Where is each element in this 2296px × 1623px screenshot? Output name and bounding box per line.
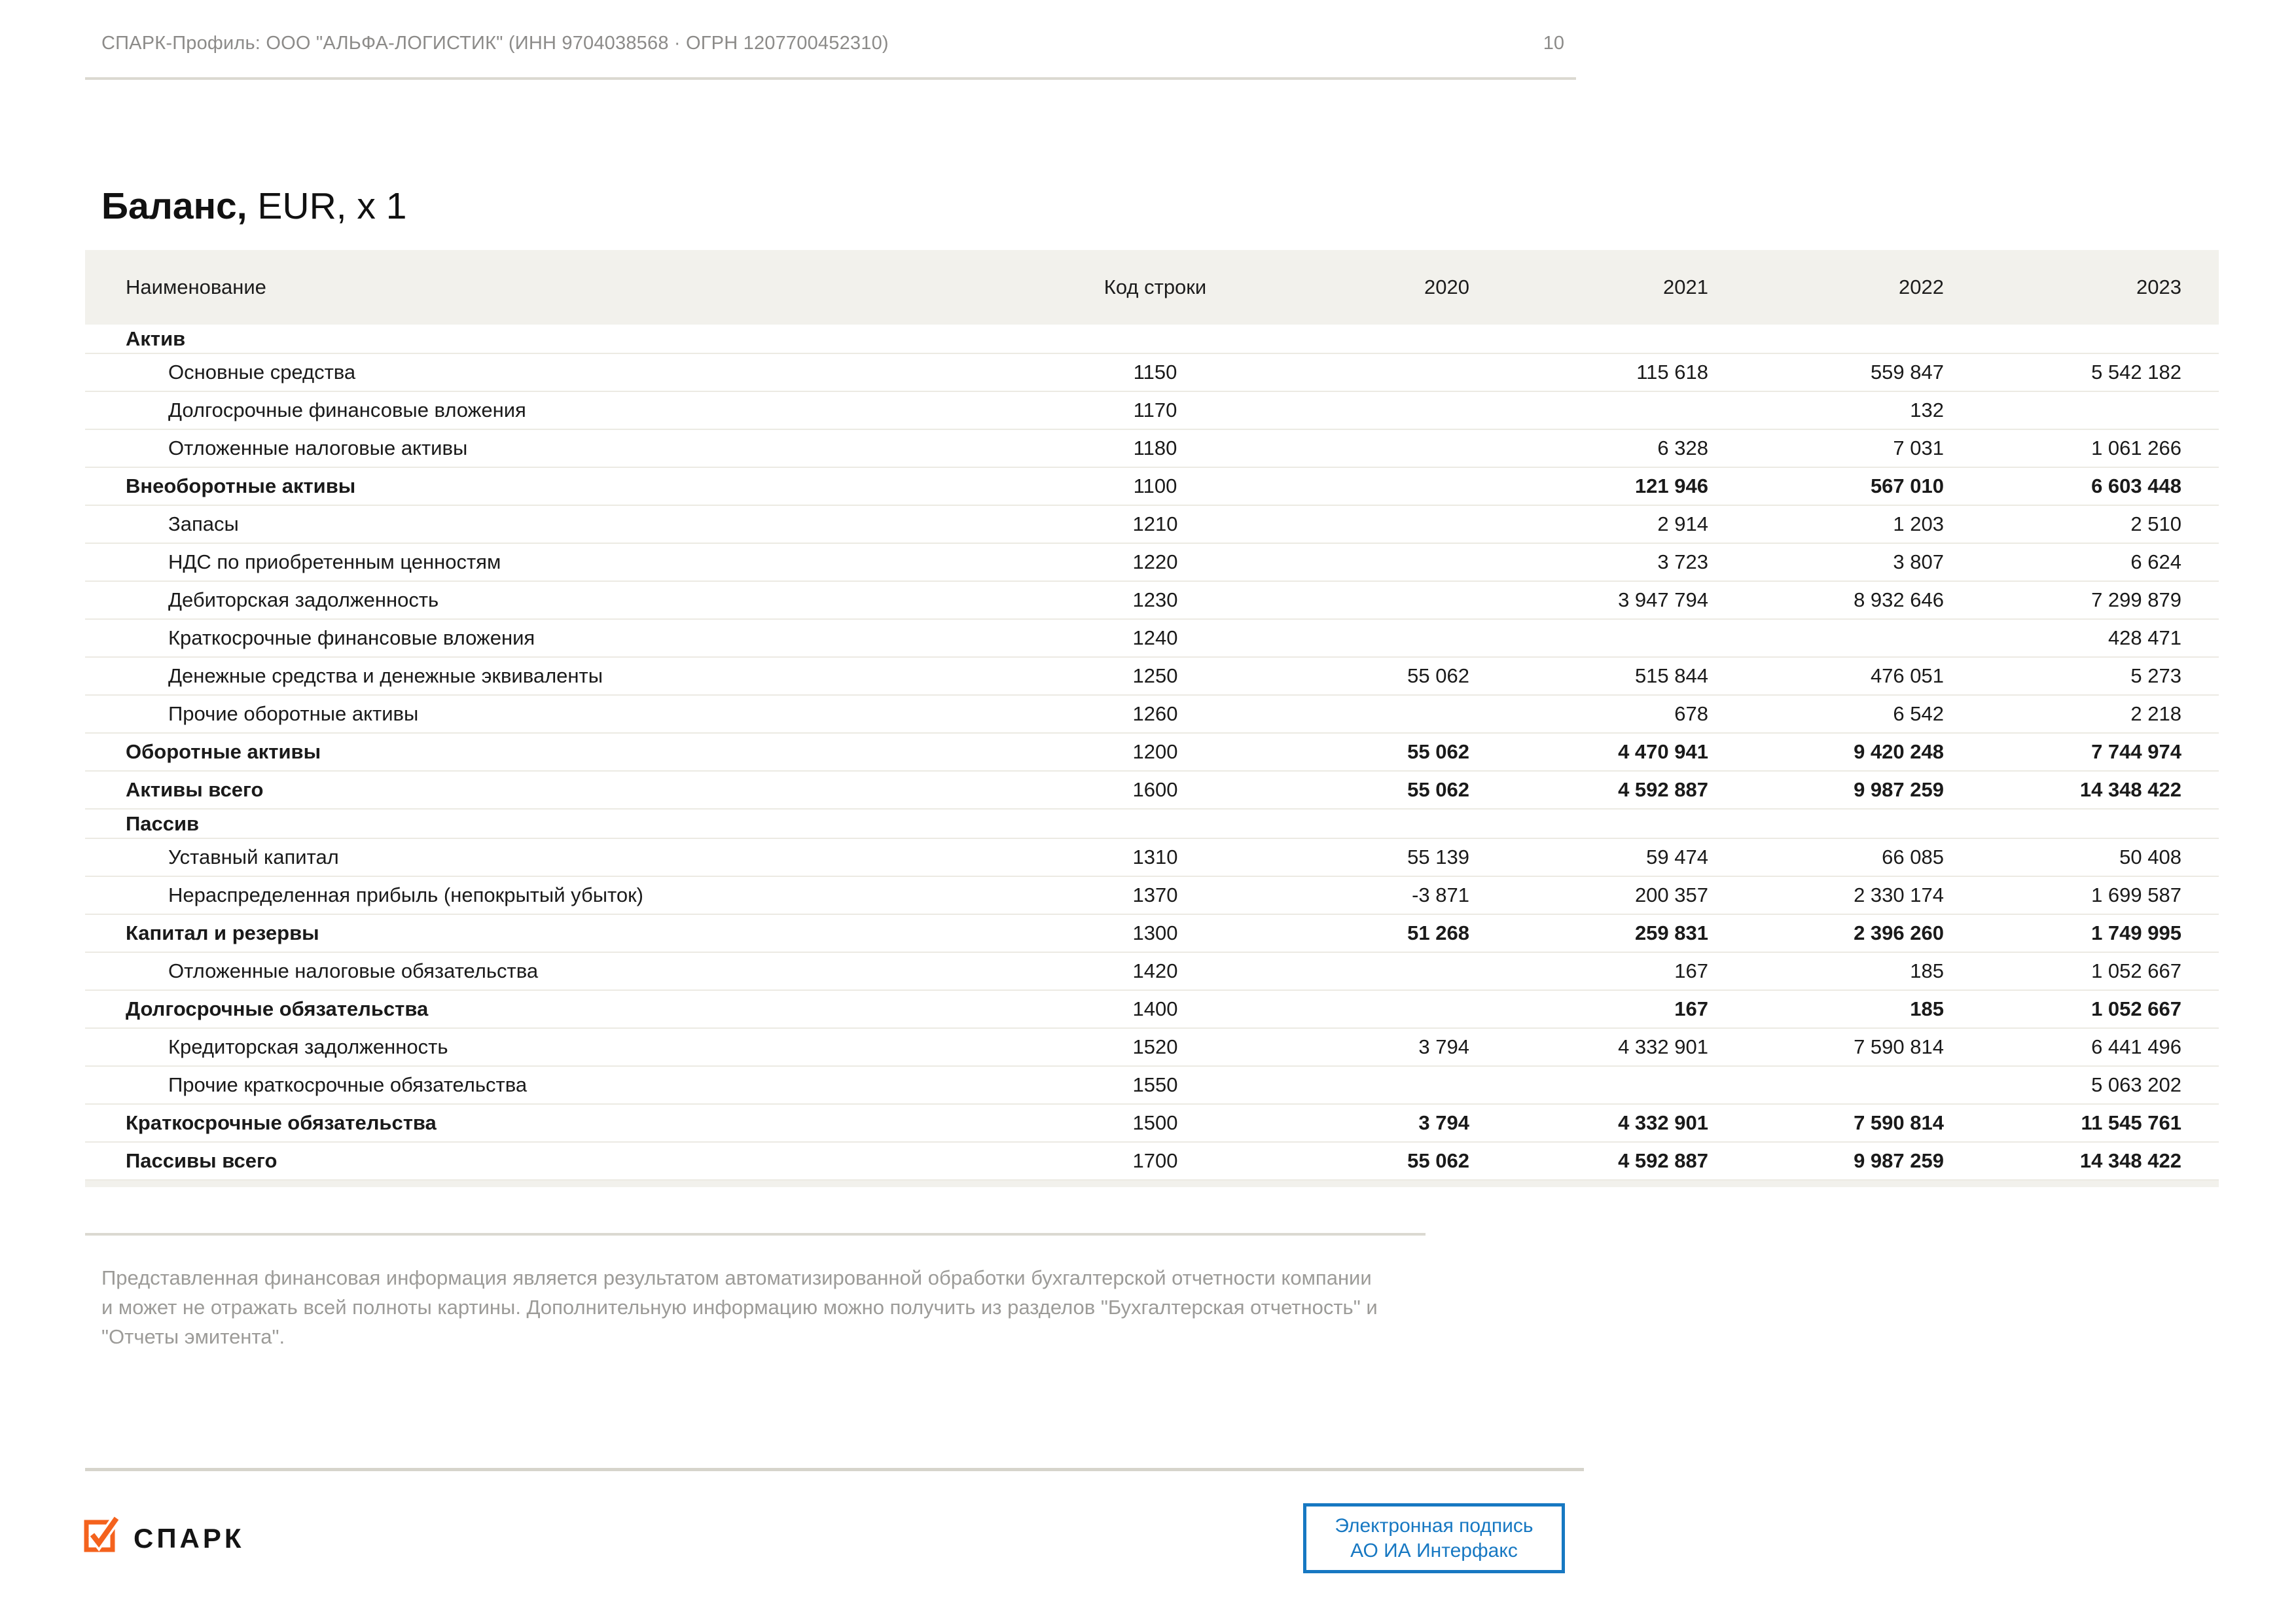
table-row <box>85 1029 2219 1067</box>
row-name: Прочие краткосрочные обязательства <box>168 1073 528 1096</box>
spark-logo-text: СПАРК <box>134 1522 245 1554</box>
spark-logo-checkbox-icon <box>84 1513 124 1557</box>
row-value-2020: 55 062 <box>1407 740 1469 763</box>
row-value-2021: 200 357 <box>1634 883 1708 906</box>
row-code <box>1047 338 1263 339</box>
column-header-2023: 2023 <box>2136 276 2181 298</box>
row-code: 1300 <box>1132 921 1178 944</box>
row-code: 1200 <box>1132 740 1178 763</box>
row-name: Основные средства <box>168 361 356 383</box>
row-name: Краткосрочные финансовые вложения <box>168 626 535 649</box>
row-value-2022: 9 987 259 <box>1854 1149 1944 1172</box>
row-value-2023: 7 299 879 <box>2091 588 2181 611</box>
table-row <box>85 325 2219 354</box>
table-row <box>85 544 2219 582</box>
row-value-2020 <box>1263 1009 1469 1010</box>
row-value-2023 <box>1944 823 2181 824</box>
signature-line2: АО ИА Интерфакс <box>1350 1539 1518 1561</box>
row-code: 1400 <box>1132 997 1178 1020</box>
row-name: Долгосрочные финансовые вложения <box>168 399 526 421</box>
table-row <box>85 354 2219 392</box>
row-value-2020 <box>1263 372 1469 373</box>
row-name: Кредиторская задолженность <box>168 1035 448 1058</box>
electronic-signature-stamp <box>1303 1503 1565 1573</box>
column-header-2021: 2021 <box>1663 276 1708 298</box>
row-value-2023: 7 744 974 <box>2091 740 2181 763</box>
row-value-2023: 14 348 422 <box>2079 778 2181 801</box>
row-name: Оборотные активы <box>126 740 321 763</box>
table-bottom-band <box>85 1181 2219 1187</box>
row-name: НДС по приобретенным ценностям <box>168 550 501 573</box>
row-value-2023: 1 061 266 <box>2091 437 2181 459</box>
row-value-2020: 55 062 <box>1407 778 1469 801</box>
row-value-2020: 55 139 <box>1407 846 1469 868</box>
row-value-2023: 1 699 587 <box>2091 883 2181 906</box>
row-value-2021: 3 723 <box>1657 550 1708 573</box>
row-code: 1600 <box>1132 778 1178 801</box>
row-code: 1700 <box>1132 1149 1178 1172</box>
row-value-2022: 3 807 <box>1893 550 1944 573</box>
table-row <box>85 1067 2219 1105</box>
row-name: Капитал и резервы <box>126 921 319 944</box>
row-code: 1150 <box>1133 361 1177 383</box>
row-value-2021: 121 946 <box>1634 474 1708 497</box>
row-name: Дебиторская задолженность <box>168 588 439 611</box>
row-code: 1370 <box>1132 883 1178 906</box>
row-value-2022: 8 932 646 <box>1854 588 1944 611</box>
row-value-2021 <box>1469 823 1708 824</box>
row-value-2020: 55 062 <box>1407 664 1469 687</box>
row-value-2021 <box>1469 410 1708 411</box>
table-row <box>85 734 2219 772</box>
row-value-2022 <box>1708 1085 1944 1086</box>
row-value-2021: 259 831 <box>1634 921 1708 944</box>
row-value-2022: 567 010 <box>1870 474 1944 497</box>
row-code: 1500 <box>1132 1111 1178 1134</box>
row-value-2022: 7 590 814 <box>1854 1035 1944 1058</box>
row-value-2020 <box>1263 562 1469 563</box>
row-value-2023: 1 052 667 <box>2091 997 2181 1020</box>
column-header-2020: 2020 <box>1424 276 1469 298</box>
row-value-2020 <box>1263 338 1469 339</box>
row-value-2022: 2 330 174 <box>1854 883 1944 906</box>
row-value-2020 <box>1263 448 1469 449</box>
row-value-2022 <box>1708 823 1944 824</box>
table-row <box>85 810 2219 839</box>
row-value-2021: 4 592 887 <box>1618 1149 1708 1172</box>
row-code: 1260 <box>1132 702 1178 725</box>
row-value-2020: 51 268 <box>1407 921 1469 944</box>
row-code: 1100 <box>1133 474 1177 497</box>
table-header-row <box>85 250 2219 325</box>
row-value-2021: 4 470 941 <box>1618 740 1708 763</box>
table-row <box>85 953 2219 991</box>
row-value-2021: 515 844 <box>1634 664 1708 687</box>
row-value-2022: 7 031 <box>1893 437 1944 459</box>
page-title <box>101 185 406 228</box>
row-value-2022 <box>1708 338 1944 339</box>
row-value-2023: 428 471 <box>2108 626 2181 649</box>
row-value-2021: 2 914 <box>1657 512 1708 535</box>
table-row <box>85 506 2219 544</box>
row-value-2022: 9 987 259 <box>1854 778 1944 801</box>
row-value-2021: 3 947 794 <box>1618 588 1708 611</box>
table-row <box>85 620 2219 658</box>
row-name: Пассивы всего <box>126 1149 278 1172</box>
row-value-2020: -3 871 <box>1412 883 1469 906</box>
row-code: 1420 <box>1132 959 1178 982</box>
row-value-2021: 4 332 901 <box>1618 1035 1708 1058</box>
row-value-2023: 5 063 202 <box>2091 1073 2181 1096</box>
row-value-2023 <box>1944 338 2181 339</box>
spark-logo <box>84 1513 245 1557</box>
row-code: 1230 <box>1132 588 1178 611</box>
row-value-2020 <box>1263 524 1469 525</box>
row-value-2022: 6 542 <box>1893 702 1944 725</box>
row-name: Прочие оборотные активы <box>168 702 419 725</box>
row-value-2020: 3 794 <box>1418 1035 1469 1058</box>
table-row <box>85 582 2219 620</box>
row-value-2022: 185 <box>1910 959 1944 982</box>
table-row <box>85 658 2219 696</box>
row-value-2022: 559 847 <box>1870 361 1944 383</box>
row-name: Запасы <box>168 512 239 535</box>
row-value-2023: 1 749 995 <box>2091 921 2181 944</box>
row-value-2023: 6 441 496 <box>2091 1035 2181 1058</box>
row-value-2020: 55 062 <box>1407 1149 1469 1172</box>
row-value-2022: 1 203 <box>1893 512 1944 535</box>
row-value-2021: 167 <box>1674 997 1708 1020</box>
row-value-2022: 185 <box>1910 997 1944 1020</box>
row-value-2021: 59 474 <box>1646 846 1708 868</box>
row-value-2020 <box>1263 410 1469 411</box>
table-row <box>85 468 2219 506</box>
row-name: Пассив <box>126 812 200 835</box>
row-code: 1550 <box>1132 1073 1178 1096</box>
row-value-2021 <box>1469 1085 1708 1086</box>
row-value-2022: 132 <box>1910 399 1944 421</box>
row-value-2020 <box>1263 600 1469 601</box>
row-value-2021: 4 592 887 <box>1618 778 1708 801</box>
row-value-2020 <box>1263 1085 1469 1086</box>
row-value-2023: 6 624 <box>2130 550 2181 573</box>
row-value-2023: 6 603 448 <box>2091 474 2181 497</box>
row-value-2021: 4 332 901 <box>1618 1111 1708 1134</box>
row-value-2020: 3 794 <box>1418 1111 1469 1134</box>
row-name: Отложенные налоговые активы <box>168 437 468 459</box>
row-value-2021 <box>1469 638 1708 639</box>
row-code: 1220 <box>1132 550 1178 573</box>
page-number: 10 <box>1543 33 1564 54</box>
column-header-2022: 2022 <box>1899 276 1944 298</box>
document-header: СПАРК-Профиль: ООО "АЛЬФА-ЛОГИСТИК" (ИНН 9704038568 · ОГРН 1207700452310) <box>101 33 889 54</box>
balance-table <box>85 250 2219 1187</box>
disclaimer-divider <box>85 1233 1426 1236</box>
table-row <box>85 696 2219 734</box>
row-value-2022: 476 051 <box>1870 664 1944 687</box>
row-value-2023: 14 348 422 <box>2079 1149 2181 1172</box>
row-name: Актив <box>126 327 186 350</box>
table-row <box>85 991 2219 1029</box>
row-value-2022 <box>1708 638 1944 639</box>
column-header-name: Наименование <box>126 276 266 298</box>
row-name: Внеоборотные активы <box>126 474 356 497</box>
table-row <box>85 772 2219 810</box>
header-divider <box>85 77 1576 80</box>
row-value-2023: 2 510 <box>2130 512 2181 535</box>
row-value-2023: 50 408 <box>2119 846 2181 868</box>
row-value-2020 <box>1263 971 1469 972</box>
row-value-2021: 167 <box>1674 959 1708 982</box>
row-value-2023: 5 273 <box>2130 664 2181 687</box>
row-value-2020 <box>1263 823 1469 824</box>
row-value-2021: 6 328 <box>1657 437 1708 459</box>
row-value-2022: 9 420 248 <box>1854 740 1944 763</box>
row-code: 1310 <box>1132 846 1178 868</box>
signature-line1: Электронная подпись <box>1335 1514 1534 1537</box>
row-code: 1250 <box>1132 664 1178 687</box>
row-value-2021 <box>1469 338 1708 339</box>
row-code <box>1047 823 1263 824</box>
disclaimer-text: Представленная финансовая информация является результатом автоматизированной обработки бухгалтерской отчетности компании и может не отражать всей полноты картины. Дополнительную информацию можно получить из разделов "Бухгалтерская отчетность" и "Отчеты эмитента". <box>101 1266 1378 1348</box>
row-name: Краткосрочные обязательства <box>126 1111 437 1134</box>
row-code: 1210 <box>1132 512 1178 535</box>
table-row <box>85 392 2219 430</box>
table-row <box>85 839 2219 877</box>
row-name: Нераспределенная прибыль (непокрытый убыток) <box>168 883 644 906</box>
row-value-2020 <box>1263 714 1469 715</box>
row-name: Денежные средства и денежные эквиваленты <box>168 664 603 687</box>
row-code: 1180 <box>1133 437 1177 459</box>
table-row <box>85 430 2219 468</box>
row-value-2023: 1 052 667 <box>2091 959 2181 982</box>
table-body <box>85 325 2219 1181</box>
row-code: 1520 <box>1132 1035 1178 1058</box>
table-row <box>85 1143 2219 1181</box>
footer-divider <box>85 1468 1584 1471</box>
page-title-suffix: EUR, x 1 <box>247 185 407 227</box>
row-value-2023: 2 218 <box>2130 702 2181 725</box>
row-value-2021: 678 <box>1674 702 1708 725</box>
column-header-code: Код строки <box>1103 276 1207 298</box>
row-code: 1240 <box>1132 626 1178 649</box>
row-name: Отложенные налоговые обязательства <box>168 959 539 982</box>
row-value-2020 <box>1263 486 1469 487</box>
row-value-2021: 115 618 <box>1636 361 1708 383</box>
row-code: 1170 <box>1133 399 1177 421</box>
table-row <box>85 915 2219 953</box>
row-value-2023 <box>1944 410 2181 411</box>
row-value-2022: 66 085 <box>1882 846 1944 868</box>
row-value-2022: 2 396 260 <box>1854 921 1944 944</box>
table-row <box>85 1105 2219 1143</box>
row-name: Активы всего <box>126 778 264 801</box>
row-name: Долгосрочные обязательства <box>126 997 429 1020</box>
row-value-2023: 5 542 182 <box>2091 361 2181 383</box>
row-value-2020 <box>1263 638 1469 639</box>
row-value-2022: 7 590 814 <box>1854 1111 1944 1134</box>
page-title-main: Баланс, <box>101 185 247 227</box>
row-value-2023: 11 545 761 <box>2081 1111 2181 1134</box>
table-row <box>85 877 2219 915</box>
row-name: Уставный капитал <box>168 846 339 868</box>
